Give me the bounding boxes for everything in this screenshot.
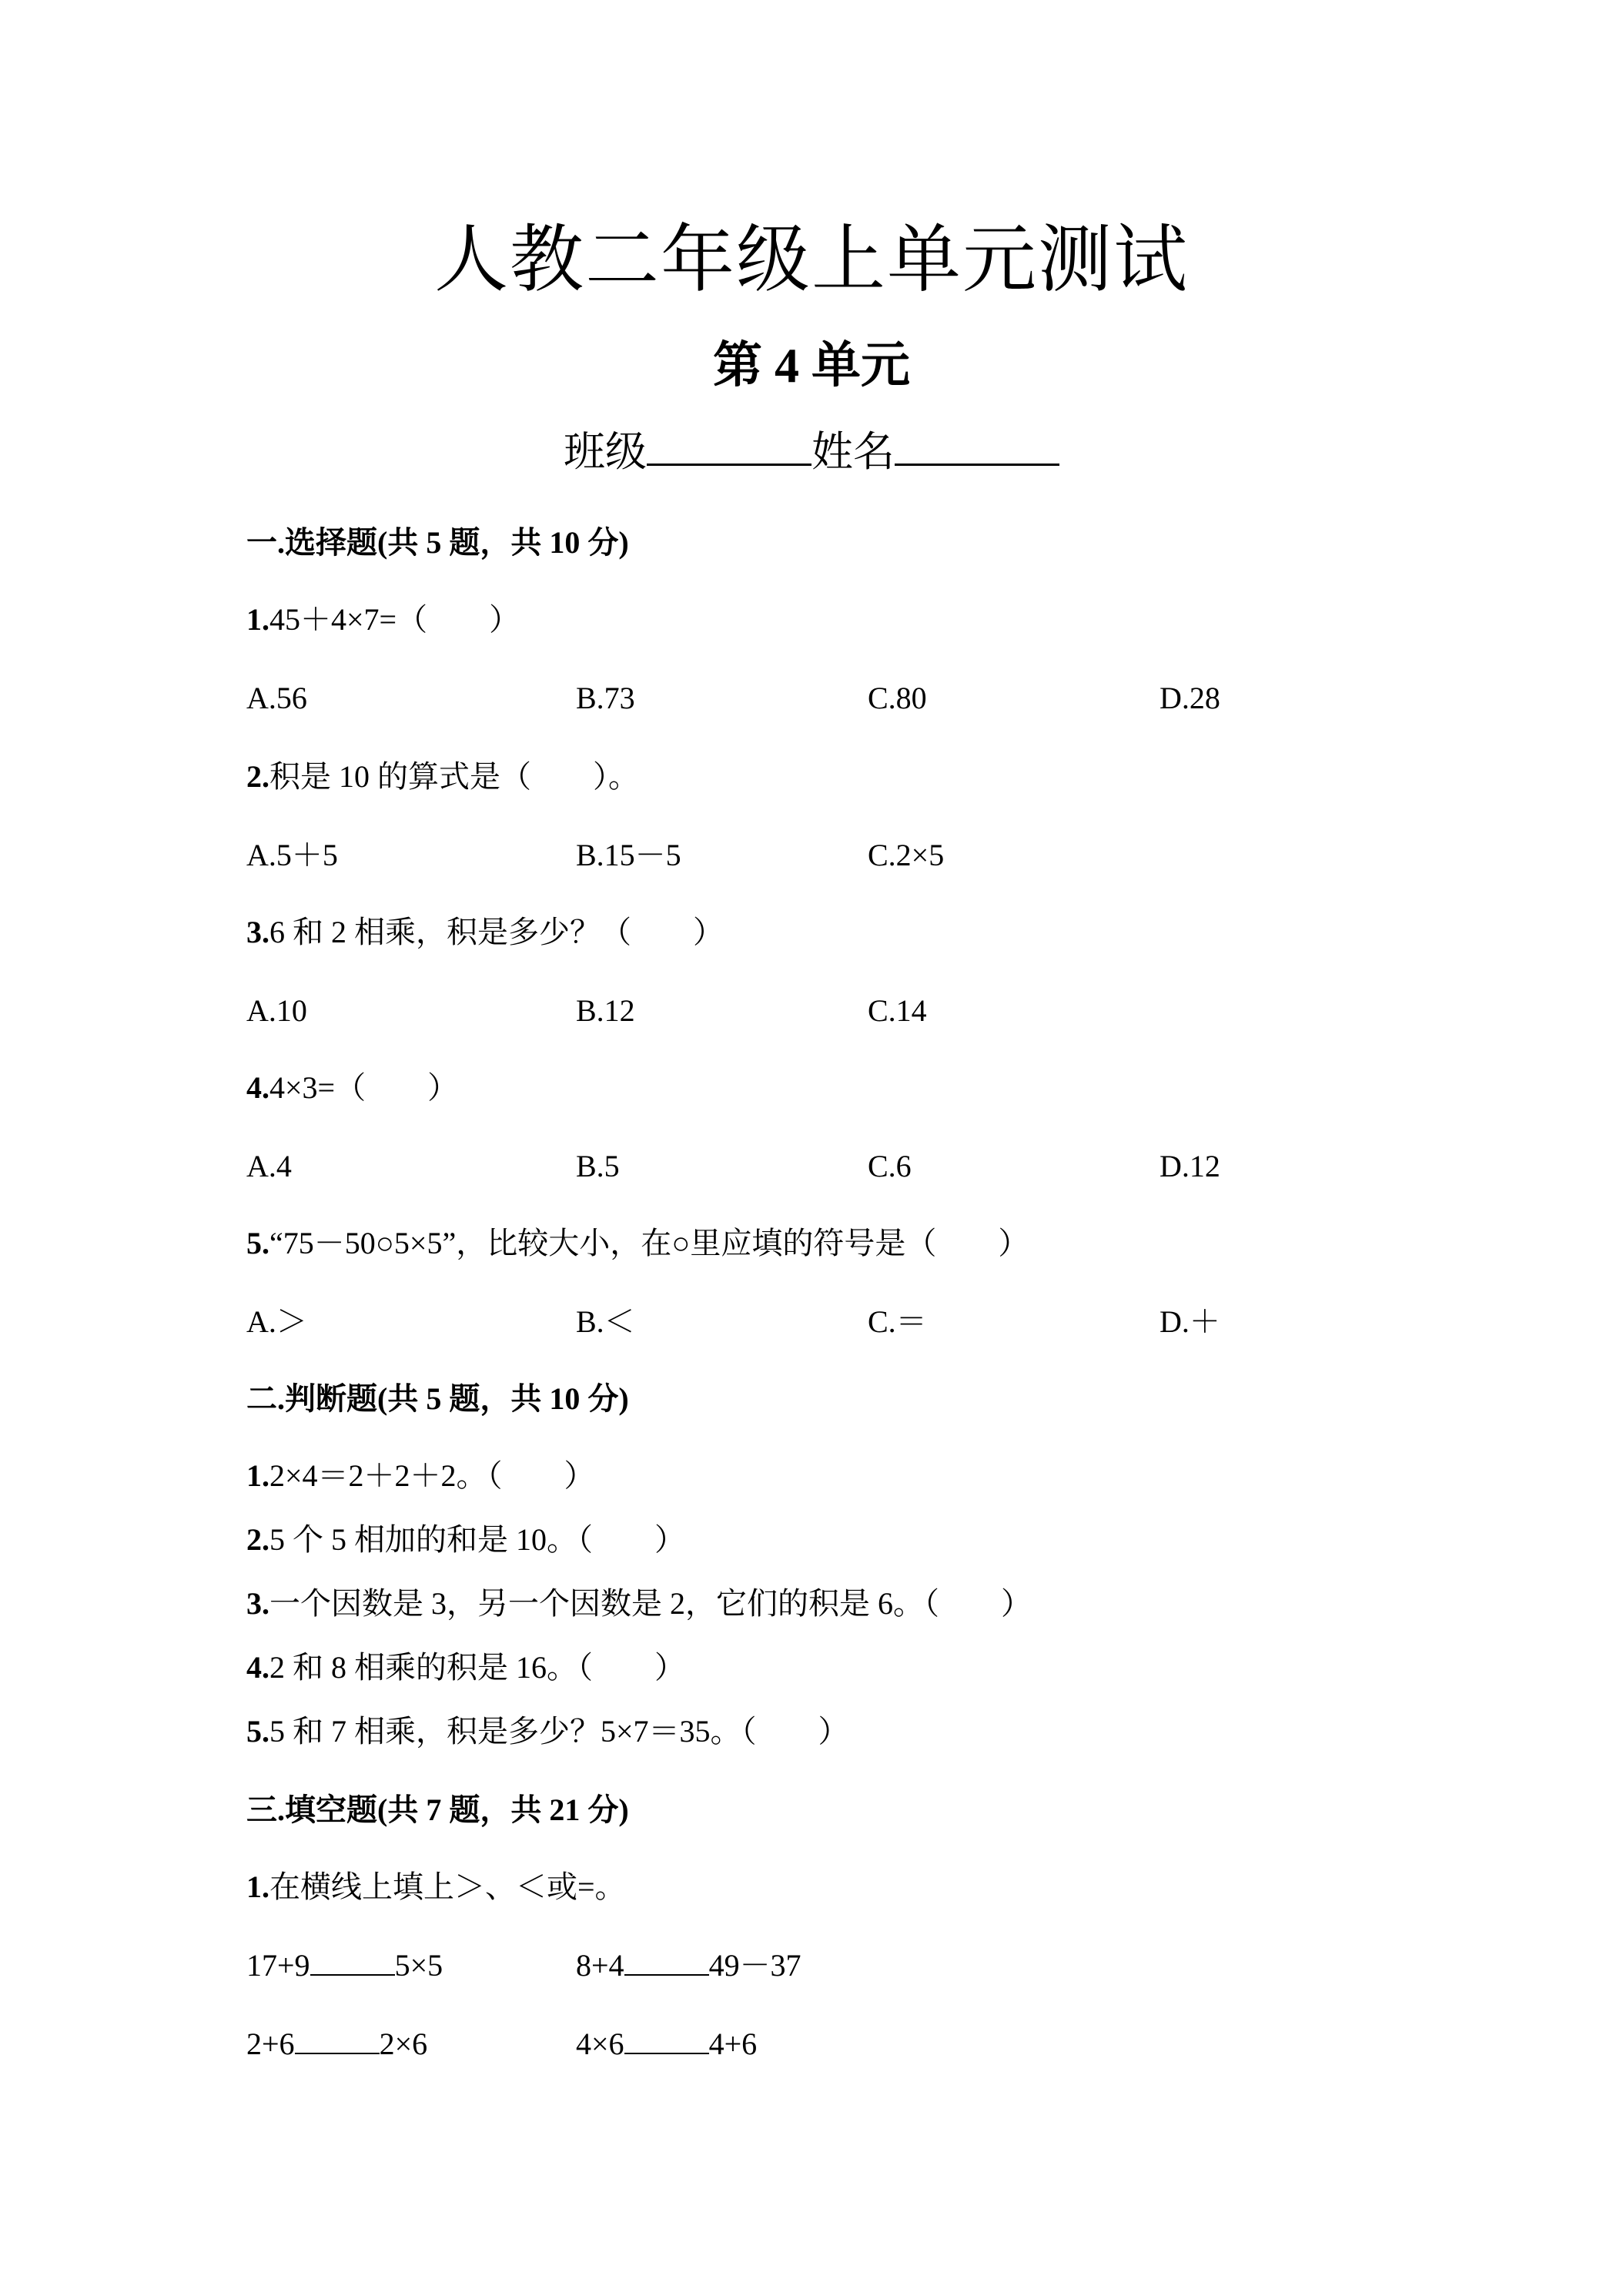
question: [246, 1866, 626, 1909]
question-number: 3.: [246, 1586, 269, 1621]
option[interactable]: C.14: [868, 993, 927, 1028]
comparison-item: [576, 1944, 801, 1987]
question: [246, 1646, 685, 1689]
comparison-right: 5×5: [394, 1948, 443, 1983]
option[interactable]: A.10: [246, 993, 307, 1028]
comparison-right: 4+6: [708, 2027, 758, 2061]
question-number: 1.: [246, 1458, 269, 1493]
answer-blank[interactable]: [310, 1948, 395, 1976]
comparison-left: 4×6: [576, 2027, 624, 2061]
option[interactable]: B.＜: [576, 1304, 635, 1339]
option[interactable]: A.56: [246, 681, 307, 715]
question-text: 6 和 2 相乘，积是多少？（ ）: [269, 915, 724, 949]
question: [246, 1454, 595, 1498]
option[interactable]: B.15－5: [576, 838, 681, 872]
question: [246, 1582, 1032, 1625]
comparison-item: [246, 1944, 443, 1987]
comparison-left: 2+6: [246, 2027, 295, 2061]
question-text: 45＋4×7=（ ）: [269, 602, 520, 637]
name-label: 姓名: [812, 429, 895, 475]
answer-blank[interactable]: [624, 2027, 709, 2054]
question-number: 3.: [246, 915, 269, 949]
class-blank[interactable]: [647, 425, 812, 466]
comparison-right: 2×6: [379, 2027, 428, 2061]
class-label: 班级: [564, 429, 647, 475]
question-text: 2 和 8 相乘的积是 16。（ ）: [269, 1650, 685, 1685]
question-text: 2×4＝2＋2＋2。（ ）: [269, 1458, 595, 1493]
option[interactable]: C.2×5: [868, 838, 945, 872]
question-text: 积是 10 的算式是（ ）。: [269, 759, 639, 794]
option[interactable]: B.73: [576, 681, 635, 715]
question-text: 一个因数是 3，另一个因数是 2，它们的积是 6。（ ）: [269, 1586, 1032, 1621]
comparison-left: 8+4: [576, 1948, 624, 1983]
question: [246, 598, 520, 641]
option[interactable]: C.6: [868, 1149, 912, 1183]
question-text: 5 和 7 相乘，积是多少？5×7＝35。（ ）: [269, 1714, 849, 1749]
question-number: 4.: [246, 1070, 269, 1105]
answer-blank[interactable]: [624, 1948, 709, 1976]
question-text: 在横线上填上＞、＜或=。: [269, 1869, 626, 1904]
question: [246, 911, 724, 954]
question-number: 5.: [246, 1714, 269, 1749]
comparison-item: [246, 2023, 427, 2066]
question: [246, 1518, 685, 1561]
question: [246, 1222, 1029, 1265]
section-heading: 二.判断题(共 5 题，共 10 分): [246, 1381, 629, 1416]
comparison-left: 17+9: [246, 1948, 310, 1983]
name-blank[interactable]: [895, 425, 1059, 466]
page-title: 人教二年级上单元测试: [434, 219, 1189, 301]
option[interactable]: C.＝: [868, 1304, 927, 1339]
option[interactable]: C.80: [868, 681, 927, 715]
question: [246, 1710, 849, 1753]
option[interactable]: A.4: [246, 1149, 292, 1183]
question-number: 4.: [246, 1650, 269, 1685]
answer-blank[interactable]: [295, 2027, 380, 2054]
question-number: 2.: [246, 1522, 269, 1557]
option[interactable]: A.＞: [246, 1304, 307, 1339]
question-number: 5.: [246, 1226, 269, 1260]
option[interactable]: D.12: [1160, 1149, 1220, 1183]
option[interactable]: B.5: [576, 1149, 620, 1183]
unit-subtitle: 第 4 单元: [713, 338, 910, 393]
option[interactable]: D.＋: [1160, 1304, 1220, 1339]
question-text: 4×3=（ ）: [269, 1070, 459, 1105]
question: [246, 755, 639, 798]
comparison-item: [576, 2023, 757, 2066]
student-info-line: [0, 425, 1623, 479]
question: [246, 1066, 458, 1110]
option[interactable]: B.12: [576, 993, 635, 1028]
question-number: 1.: [246, 1869, 269, 1904]
section-heading: 一.选择题(共 5 题，共 10 分): [246, 525, 629, 560]
section-heading: 三.填空题(共 7 题，共 21 分): [246, 1792, 629, 1827]
comparison-right: 49－37: [708, 1948, 801, 1983]
option[interactable]: A.5＋5: [246, 838, 338, 872]
question-text: “75－50○5×5”，比较大小，在○里应填的符号是（ ）: [269, 1226, 1029, 1260]
question-number: 1.: [246, 602, 269, 637]
question-number: 2.: [246, 759, 269, 794]
question-text: 5 个 5 相加的和是 10。（ ）: [269, 1522, 685, 1557]
option[interactable]: D.28: [1160, 681, 1220, 715]
